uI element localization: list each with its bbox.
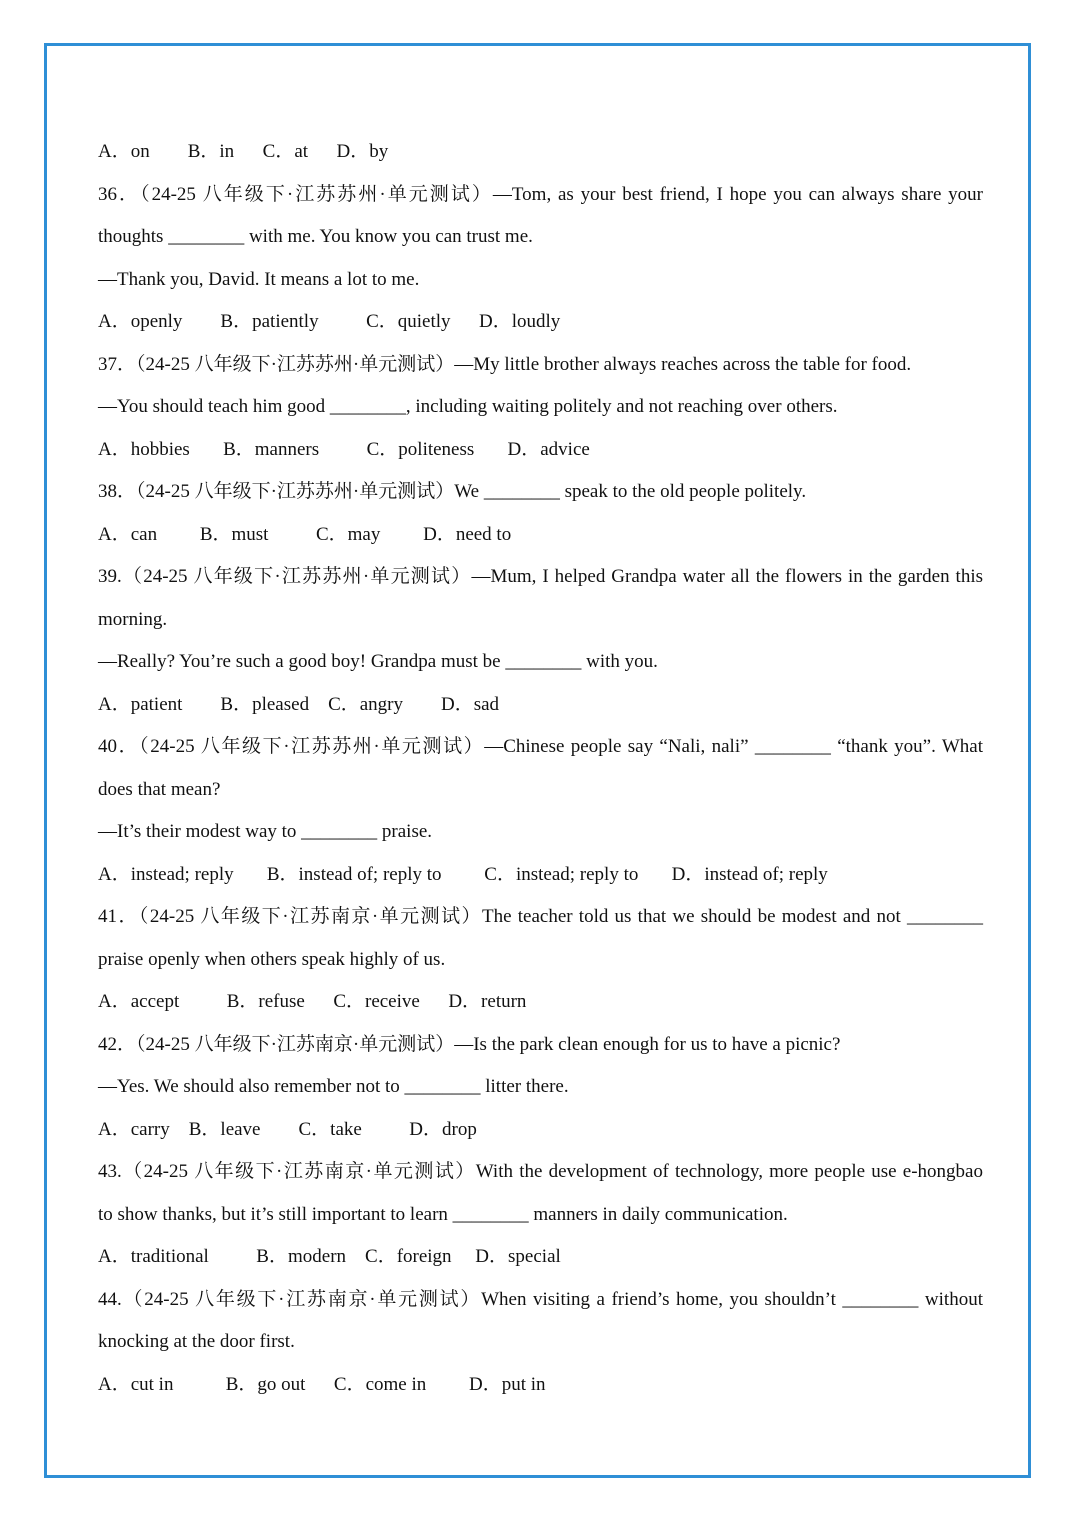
question-40-line-2: does that mean? [98, 778, 221, 800]
question-39-line-2: morning. [98, 608, 168, 630]
question-39-line-1: 39.（24-25 八年级下·江苏苏州·单元测试）—Mum, I helped Grandpa water all the flowers in the garden this [98, 566, 983, 587]
question-37-line-2: —You should teach him good ________, including waiting politely and not reaching over others. [98, 396, 838, 417]
question-39-line-3: —Really? You’re such a good boy! Grandpa must be ________ with you. [98, 651, 658, 672]
question-36-line-1: 36．（24-25 八年级下·江苏苏州·单元测试）—Tom, as your best friend, I hope you can always share your [98, 183, 983, 205]
question-38-line-1: 38．（24-25 八年级下·江苏苏州·单元测试）We ________ speak to the old people politely. [98, 481, 807, 502]
options-q39: A．patient B．pleased C．angry D．sad [98, 693, 500, 715]
question-42-line-1: 42．（24-25 八年级下·江苏南京·单元测试）—Is the park clean enough for us to have a picnic? [98, 1033, 841, 1055]
options-q44: A．cut in B．go out C．come in D．put in [98, 1373, 546, 1395]
question-42-line-2: —Yes. We should also remember not to ________ litter there. [98, 1076, 569, 1097]
question-36-line-3: —Thank you, David. It means a lot to me. [98, 268, 420, 290]
options-q37: A．hobbies B．manners C．politeness D．advice [98, 438, 590, 460]
question-41-line-2: praise openly when others speak highly of us. [98, 948, 446, 970]
question-40-line-3: —It’s their modest way to ________ praise. [98, 821, 433, 842]
question-40-line-1: 40．（24-25 八年级下·江苏苏州·单元测试）—Chinese people say “Nali, nali” ________ “thank you”. What [98, 736, 983, 757]
question-43-line-1: 43.（24-25 八年级下·江苏南京·单元测试）With the development of technology, more people use e-hongbao [98, 1161, 983, 1182]
options-q41: A．accept B．refuse C．receive D．return [98, 991, 527, 1012]
question-43-line-2: to show thanks, but it’s still important to learn ________ manners in daily communication. [98, 1203, 788, 1225]
question-37-line-1: 37．（24-25 八年级下·江苏苏州·单元测试）—My little brother always reaches across the table for food. [98, 353, 912, 375]
question-44-line-1: 44.（24-25 八年级下·江苏南京·单元测试）When visiting a friend’s home, you shouldn’t ________ without [98, 1288, 983, 1310]
question-36-line-2: thoughts ________ with me. You know you can trust me. [98, 226, 533, 247]
options-q35: A．on B．in C．at D．by [98, 141, 389, 162]
options-q42: A．carry B．leave C．take D．drop [98, 1118, 477, 1140]
options-q38: A．can B．must C．may D．need to [98, 523, 512, 545]
question-41-line-1: 41．（24-25 八年级下·江苏南京·单元测试）The teacher told us that we should be modest and not ________ [98, 906, 983, 927]
options-q43: A．traditional B．modern C．foreign D．special [98, 1246, 561, 1267]
question-44-line-2: knocking at the door first. [98, 1331, 295, 1352]
options-q36: A．openly B．patiently C．quietly D．loudly [98, 311, 561, 332]
document-body [98, 131, 983, 1406]
options-q40: A．instead; reply B．instead of; reply to C．instead; reply to D．instead of; reply [98, 863, 828, 885]
